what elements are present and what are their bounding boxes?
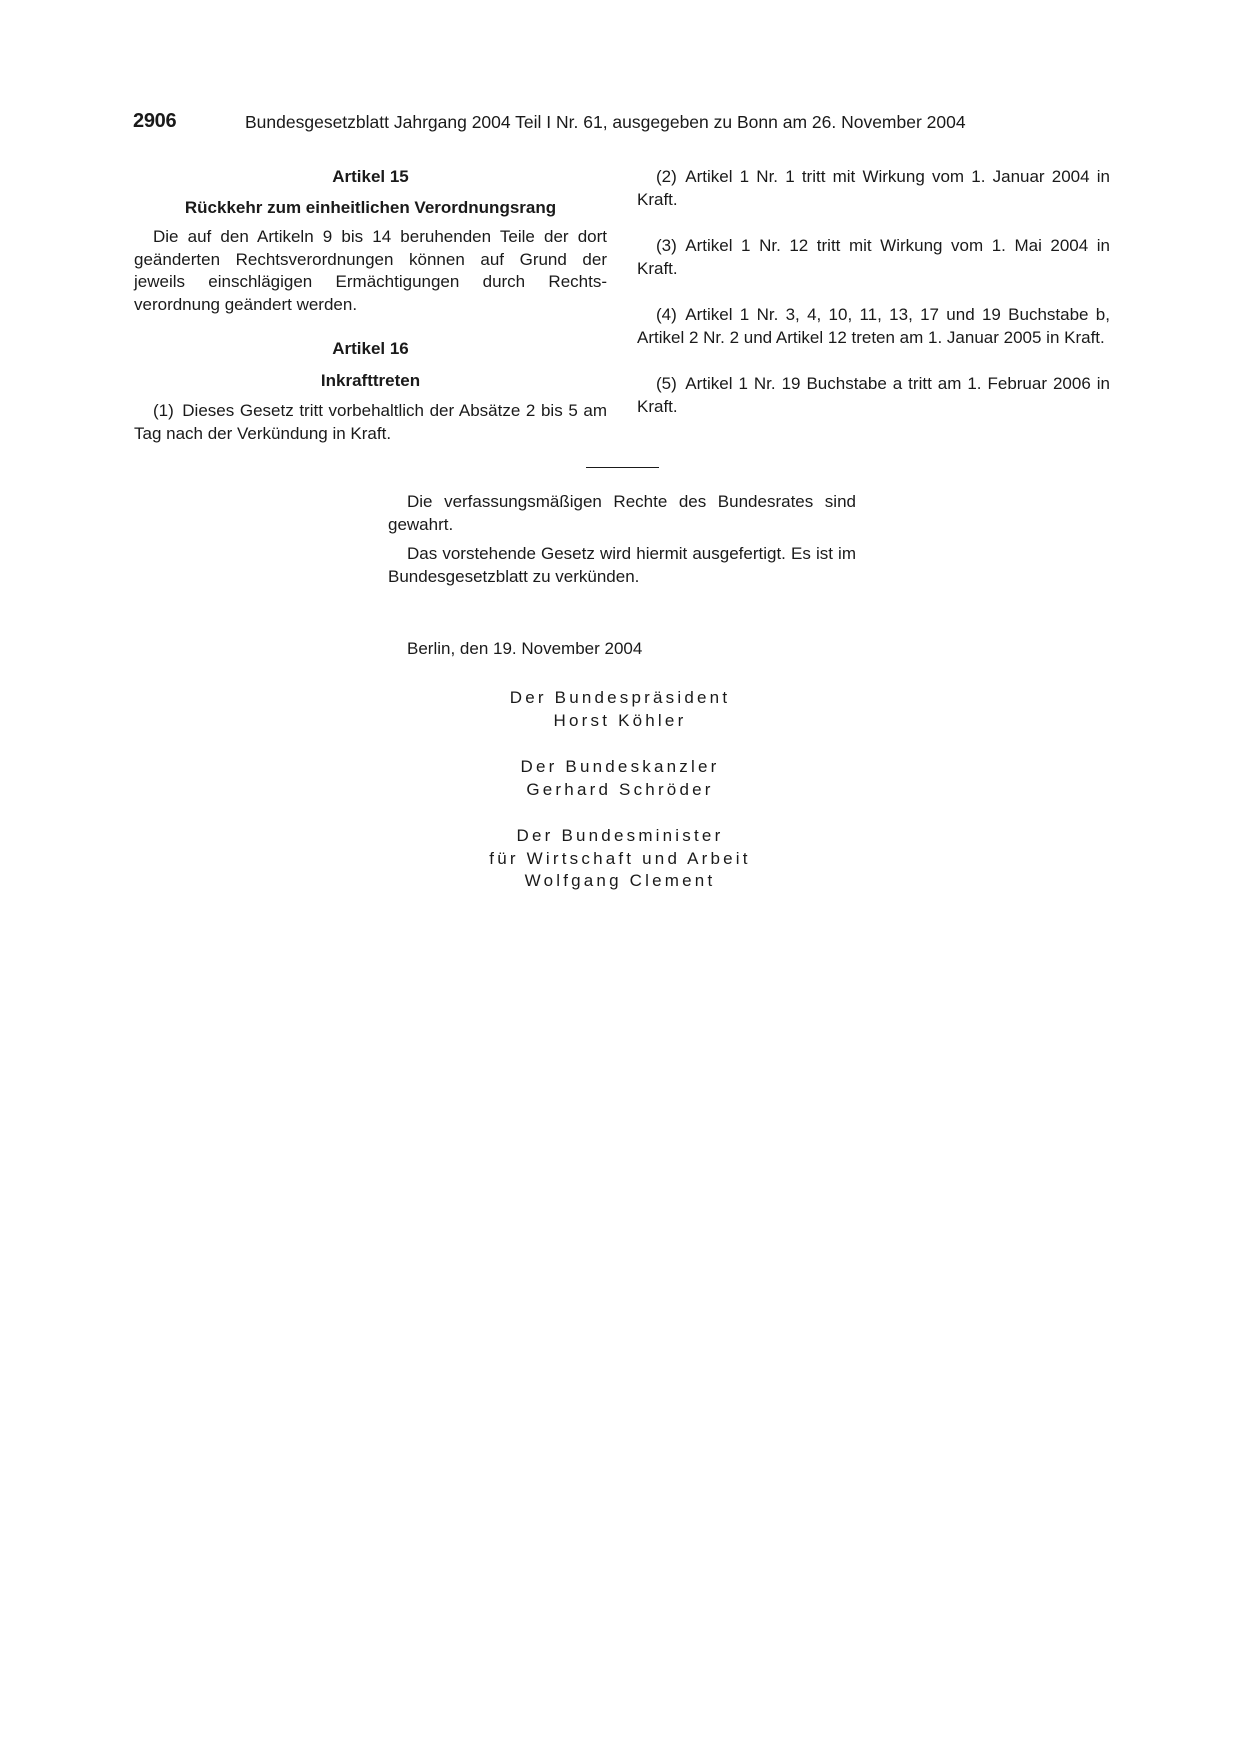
article-16-paragraph-4: (4) Artikel 1 Nr. 3, 4, 10, 11, 13, 17 und 19 Buchstabe b, Artikel 2 Nr. 2 und Artikel 12 treten am 1. Januar 2005 in Kraft. (637, 305, 1110, 347)
article-16-paragraph-3: (3) Artikel 1 Nr. 12 tritt mit Wirkung vom 1. Mai 2004 in Kraft. (637, 236, 1110, 278)
article-15-text: Die auf den Artikeln 9 bis 14 beruhenden Teile der dort geänderten Rechtsverordnungen können auf Grund der jeweils einschlägigen Ermächtigungen durch Rechtsverordnung geändert werden. (134, 227, 607, 314)
running-head: Bundesgesetzblatt Jahrgang 2004 Teil I Nr. 61, ausgegeben zu Bonn am 26. November 2004 (245, 112, 966, 132)
chancellor-role: Der Bundeskanzler (520, 757, 720, 776)
page-header (133, 110, 1113, 136)
signature-president (430, 687, 810, 732)
signature-minister (430, 825, 810, 893)
article-15-number: Artikel 15 (332, 167, 409, 186)
chancellor-name: Gerhard Schröder (526, 779, 714, 799)
article-16-paragraph-1: (1) Dieses Gesetz tritt vorbehaltlich der Absätze 2 bis 5 am Tag nach der Verkündung in Kraft. (134, 401, 607, 443)
minister-role: Der Bundesminister (516, 826, 724, 845)
execution-statement: Das vorstehende Gesetz wird hiermit ausgefertigt. Es ist im Bundesgesetzblatt zu verkünden. (388, 544, 856, 586)
article-15-title: Rückkehr zum einheitlichen Verordnungsrang (184, 197, 557, 217)
article-16-paragraph-2: (2) Artikel 1 Nr. 1 tritt mit Wirkung vom 1. Januar 2004 in Kraft. (637, 167, 1110, 209)
minister-department: für Wirtschaft und Arbeit (489, 848, 751, 868)
right-column (637, 166, 1110, 418)
signature-chancellor (430, 756, 810, 801)
place-and-date: Berlin, den 19. November 2004 (407, 639, 643, 658)
minister-name: Wolfgang Clement (524, 871, 716, 890)
president-role: Der Bundespräsident (509, 688, 731, 707)
president-name: Horst Köhler (553, 710, 687, 730)
article-16-number: Artikel 16 (332, 339, 409, 358)
page-number: 2906 (133, 110, 177, 132)
article-16-title: Inkrafttreten (320, 370, 421, 390)
separator-line (586, 467, 659, 468)
closing-formula (388, 491, 856, 595)
article-16-paragraph-5: (5) Artikel 1 Nr. 19 Buchstabe a tritt am 1. Februar 2006 in Kraft. (637, 374, 1110, 416)
left-column (134, 166, 607, 445)
signature-block (430, 687, 810, 917)
bundesrat-rights-statement: Die verfassungsmäßigen Rechte des Bundesrates sind gewahrt. (388, 492, 856, 534)
